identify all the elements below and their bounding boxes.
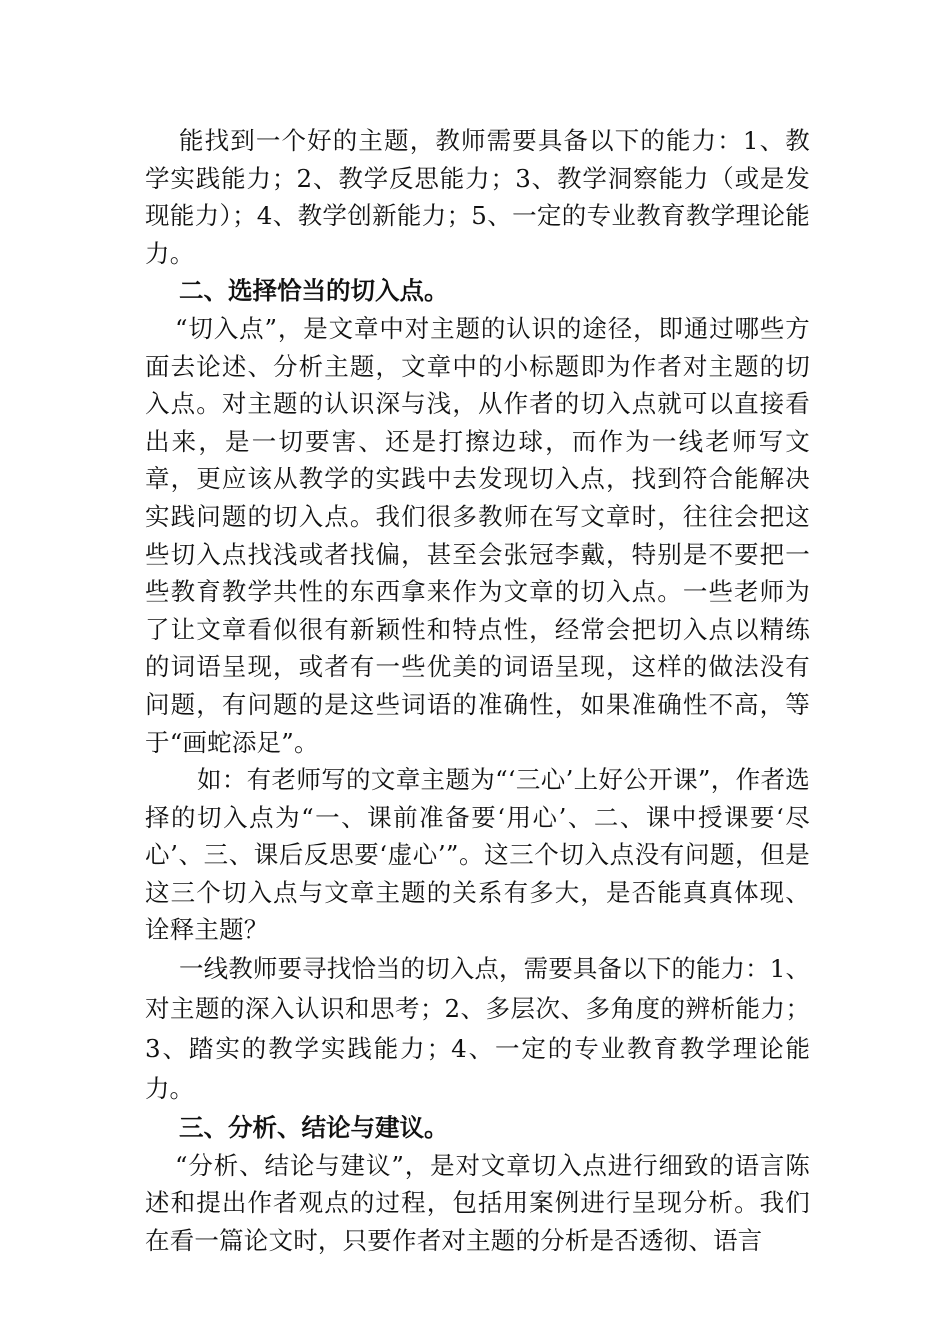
paragraph-analysis: “分析、结论与建议”，是对文章切入点进行细致的语言陈述和提出作者观点的过程，包括用案例进行呈现分析。我们在看一篇论文时，只要作者对主题的分析是否透彻、语言 <box>145 1150 810 1255</box>
document-page <box>145 122 810 1259</box>
paragraph-entry-point: “切入点”，是文章中对主题的认识的途径，即通过哪些方面去论述、分析主题，文章中的小标题即为作者对主题的切入点。对主题的认识深与浅，从作者的切入点就可以直接看出来，是一切要害、还是打擦边球，而作为一线老师写文章，更应该从教学的实践中去发现切入点，找到符合能解决实践问题的切入点。我们很多教师在写文章时，往往会把这些切入点找浅或者找偏，甚至会张冠李戴，特别是不要把一些教育教学共性的东西拿来作为文章的切入点。一些老师为了让文章看似很有新颖性和特点性，经常会把切入点以精练的词语呈现，或者有一些优美的词语呈现，这样的做法没有问题，有问题的是这些词语的准确性，如果准确性不高，等于“画蛇添足”。 <box>145 313 810 757</box>
paragraph-example: 如：有老师写的文章主题为“‘三心’上好公开课”，作者选择的切入点为“一、课前准备要‘用心’、二、课中授课要‘尽心’、三、课后反思要‘虚心’”。这三个切入点没有问题，但是这三个切入点与文章主题的关系有多大，是否能真真体现、诠释主题？ <box>145 765 810 945</box>
section-heading-2: 二、选择恰当的切入点。 <box>179 276 449 306</box>
section-heading-3: 三、分析、结论与建议。 <box>179 1113 449 1143</box>
paragraph-abilities-entry: 一线教师要寻找恰当的切入点，需要具备以下的能力：1、对主题的深入认识和思考；2、多层次、多角度的辨析能力；3、踏实的教学实践能力；4、一定的专业教育教学理论能力。 <box>145 954 810 1104</box>
paragraph-abilities-theme: 能找到一个好的主题，教师需要具备以下的能力：1、教学实践能力；2、教学反思能力；3、教学洞察能力（或是发现能力）；4、教学创新能力；5、一定的专业教育教学理论能力。 <box>145 126 810 268</box>
